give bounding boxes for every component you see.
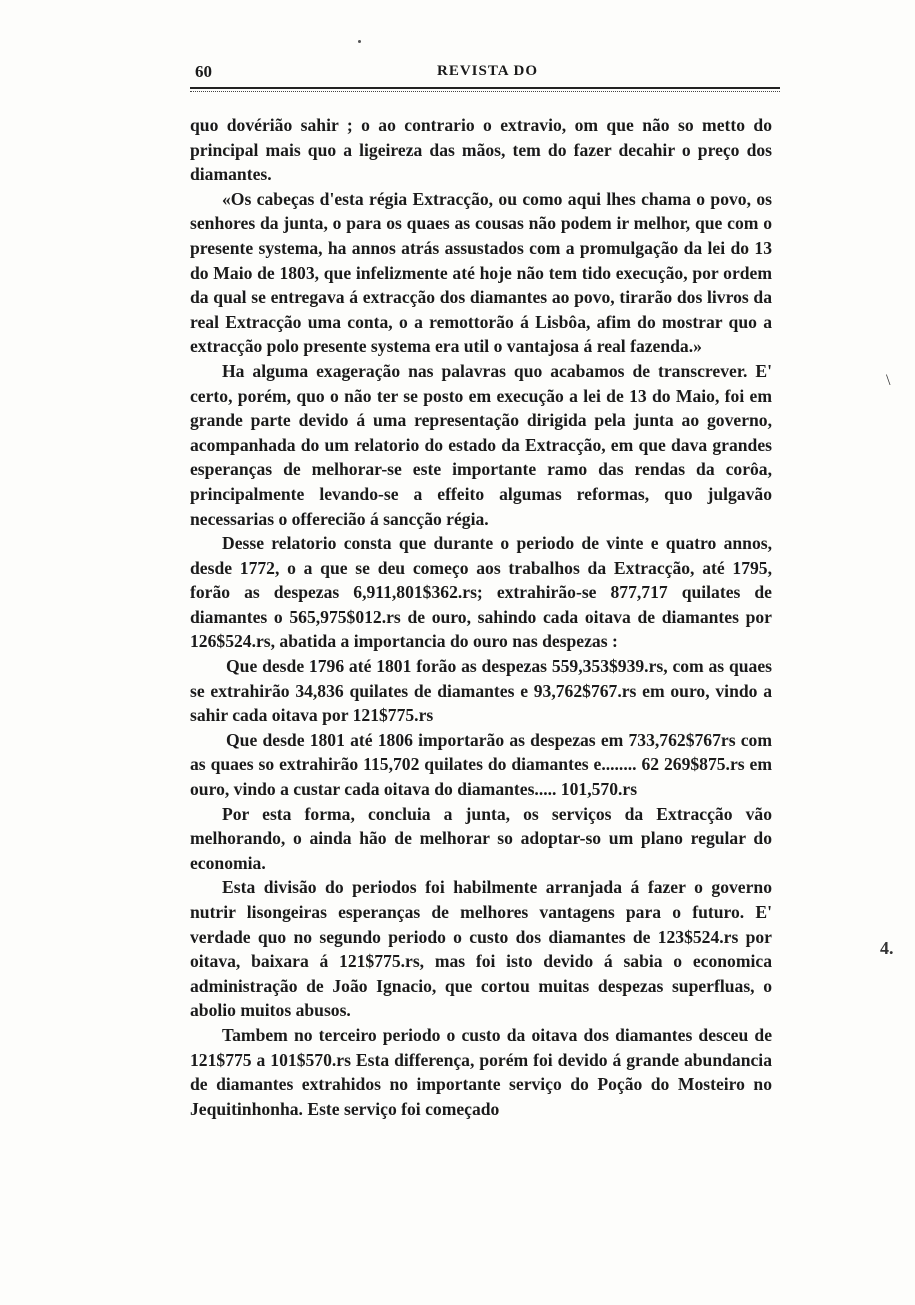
ink-speck xyxy=(358,40,361,43)
paragraph-6: Que desde 1801 até 1806 importarão as despezas em 733,762$767rs com as quaes so extrahirão 115,702 quilates do diamantes e........ 62 269$875.rs em ouro, vindo a custar cada oitava do diamantes..... 101,570.rs xyxy=(190,729,772,800)
paragraph-4: Desse relatorio consta que durante o periodo de vinte e quatro annos, desde 1772, o a que se deu começo aos trabalhos da Extracção, até 1795, forão as despezas 6,911,801$362.rs; extrahirão-se 877,717 quilates de diamantes o 565,975$012.rs de ouro, sahindo cada oitava de diamantes por 126$524.rs, abatida a importancia do ouro nas despezas : xyxy=(190,533,772,652)
margin-mark: \ xyxy=(886,372,891,389)
header-rule-dotted xyxy=(190,91,780,92)
paragraph-7: Por esta forma, concluia a junta, os serviços da Extracção vão melhorando, o ainda hão de melhorar so adoptar-so um plano regular do economia. xyxy=(190,803,772,873)
paragraph-3: Ha alguma exageração nas palavras quo acabamos de transcrever. E' certo, porém, quo o não ter se posto em execução a lei de 13 do Maio, foi em grande parte devido á uma representação dirigida pela junta ao governo, acompanhada do um relatorio do estado da Extracção, em que dava grandes esperanças de melhorar-se este importante ramo das rendas da corôa, principalmente levando-se a effeito algumas reformas, quo julgavão necessarias o offerecião á sancção régia. xyxy=(190,360,772,529)
margin-annotation: 4. xyxy=(880,938,894,958)
paragraph-8: Esta divisão do periodos foi habilmente arranjada á fazer o governo nutrir lisongeiras esperanças de melhores vantagens para o futuro. E' verdade quo no segundo periodo o custo dos diamantes de 123$524.rs por oitava, baixara á 121$775.rs, mas foi isto devido á sabia o economica administração de João Ignacio, que cortou muitas despezas superfluas, o abolio muitos abusos. xyxy=(190,877,772,1021)
page-header xyxy=(190,62,780,84)
paragraph-2: «Os cabeças d'esta régia Extracção, ou como aqui lhes chama o povo, os senhores da junta, o para os quaes as cousas não podem ir melhor, que com o presente systema, ha annos atrás assustados com a promulgação da lei do 13 do Maio de 1803, que infelizmente até hoje não tem tido execução, por ordem da qual se entregava á extracção dos diamantes ao povo, tirarão dos livros da real Extracção uma conta, o a remottorão á Lisbôa, afim do mostrar quo a extracção polo presente systema era util o vantajosa á real fazenda.» xyxy=(190,188,772,357)
paragraph-1: quo dovérião sahir ; o ao contrario o extravio, om que não so metto do principal mais quo a ligeireza das mãos, tem do fazer decahir o preço dos diamantes. xyxy=(190,115,772,185)
header-rule xyxy=(190,87,780,89)
paragraph-9: Tambem no terceiro periodo o custo da oitava dos diamantes desceu de 121$775 a 101$570.rs Esta differença, porém foi devido á grande abundancia de diamantes extrahidos no importante serviço do Poção do Mosteiro no Jequitinhonha. Este serviço foi começado xyxy=(190,1024,772,1119)
body-text xyxy=(190,113,772,1121)
page-number: 60 xyxy=(195,62,212,81)
running-title: REVISTA DO xyxy=(437,63,538,79)
paragraph-5: Que desde 1796 até 1801 forão as despezas 559,353$939.rs, com as quaes se extrahirão 34,836 quilates de diamantes e 93,762$767.rs em ouro, vindo a sahir cada oitava por 121$775.rs xyxy=(190,656,772,726)
